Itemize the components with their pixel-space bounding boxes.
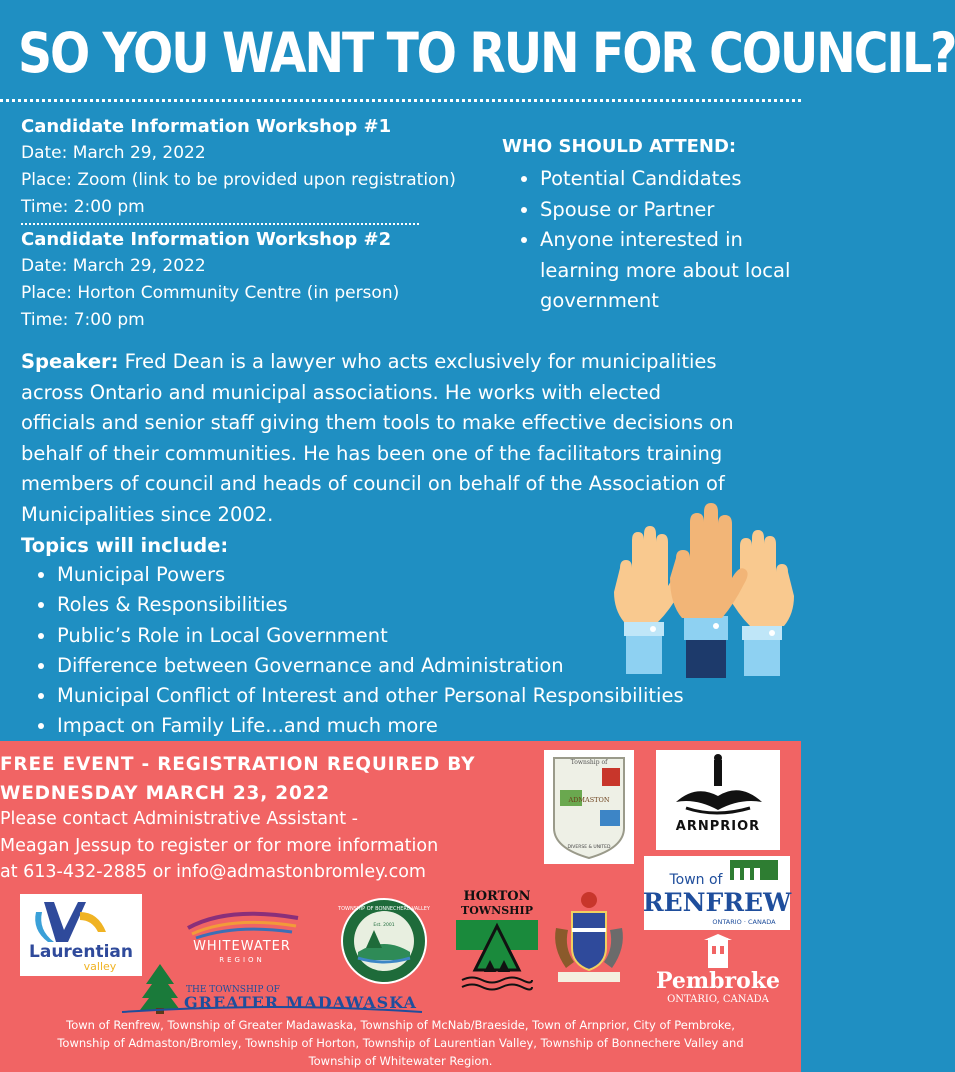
renfrew-name: RENFREW	[642, 888, 792, 917]
pembroke-logo	[652, 934, 784, 1008]
horton-township-logo	[454, 886, 540, 996]
page-title: SO YOU WANT TO RUN FOR COUNCIL?	[18, 21, 955, 85]
topic-item: • Municipal Powers	[57, 560, 684, 590]
who-should-attend	[502, 134, 792, 317]
registration-heading	[0, 750, 475, 808]
registration-line-1: FREE EVENT - REGISTRATION REQUIRED BY	[0, 754, 476, 775]
admaston-motto: DIVERSE & UNITED	[567, 845, 611, 850]
renfrew-town: Town of	[669, 872, 723, 888]
workshop-1-time: Time: 2:00 pm	[21, 197, 145, 217]
workshop-1-heading: Candidate Information Workshop #1	[21, 116, 392, 137]
greater-madawaska-logo	[122, 962, 422, 1014]
admaston-mid: ADMASTON	[568, 796, 610, 804]
bonnechere-ring: TOWNSHIP OF BONNECHERE VALLEY	[338, 906, 430, 912]
workshop-2-place: Place: Horton Community Centre (in person)	[21, 283, 400, 303]
footer-line-2: Township of Admaston/Bromley, Township of Horton, Township of Laurentian Valley, Township of Bonnechere Valley and	[57, 1036, 744, 1050]
contact-line-2: Meagan Jessup to register or for more information	[0, 835, 439, 856]
workshop-1-place: Place: Zoom (link to be provided upon registration)	[21, 170, 456, 190]
attend-item: • Spouse or Partner	[540, 195, 792, 226]
madawaska-name: GREATER MADAWASKA	[184, 993, 417, 1012]
pembroke-sub: ONTARIO, CANADA	[667, 994, 769, 1005]
speaker-label: Speaker:	[21, 350, 119, 373]
workshop-2-time: Time: 7:00 pm	[21, 310, 145, 330]
registration-line-2: WEDNESDAY MARCH 23, 2022	[0, 783, 330, 804]
attend-item: • Potential Candidates	[540, 164, 792, 195]
whitewater-sub: REGION	[219, 956, 265, 964]
whitewater-region-logo	[178, 904, 308, 966]
raised-hands-icon	[606, 498, 801, 680]
workshop-2	[21, 226, 399, 334]
arnprior-logo	[656, 750, 780, 850]
horton-line-1: HORTON	[463, 889, 531, 904]
admaston-top: Township of	[570, 759, 608, 766]
horton-line-2: TOWNSHIP	[461, 904, 533, 917]
whitewater-name: WHITEWATER	[193, 939, 291, 954]
madawaska-small: THE TOWNSHIP OF	[186, 985, 280, 995]
workshop-divider	[21, 223, 419, 225]
renfrew-logo	[644, 856, 790, 930]
workshop-1	[21, 113, 456, 221]
workshop-2-heading: Candidate Information Workshop #2	[21, 229, 392, 250]
attend-list	[502, 164, 792, 317]
topic-item: • Difference between Governance and Administration	[57, 651, 684, 681]
attend-item: • Anyone interested in learning more about local government	[540, 225, 792, 317]
participating-municipalities	[0, 1016, 801, 1070]
admaston-bromley-logo	[544, 750, 634, 864]
contact-line-1: Please contact Administrative Assistant -	[0, 809, 358, 829]
laurentian-sub: valley	[83, 960, 117, 973]
laurentian-name: Laurentian	[29, 942, 133, 962]
renfrew-sub: ONTARIO · CANADA	[712, 918, 776, 926]
footer-line-3: Township of Whitewater Region.	[308, 1054, 493, 1068]
footer-line-1: Town of Renfrew, Township of Greater Madawaska, Township of McNab/Braeside, Town of Arnprior, City of Pembroke,	[66, 1018, 735, 1032]
topic-item: • Public’s Role in Local Government	[57, 621, 684, 651]
pembroke-name: Pembroke	[655, 968, 781, 994]
workshop-2-date: Date: March 29, 2022	[21, 256, 206, 276]
title-divider	[0, 99, 801, 102]
attend-heading: WHO SHOULD ATTEND:	[502, 136, 737, 157]
contact-line-3: at 613-432-2885 or info@admastonbromley.com	[0, 862, 426, 882]
speaker-text: Fred Dean is a lawyer who acts exclusively for municipalities across Ontario and municipal associations. He works with elected officials and senior staff giving them tools to make effective decisions on behalf of their communities. He has been one of the facilitators training members of council and heads of council on behalf of the Association of Municipalities since 2002.	[21, 350, 734, 526]
registration-contact	[0, 806, 490, 886]
topic-item: • Municipal Conflict of Interest and other Personal Responsibilities	[57, 681, 684, 711]
workshop-1-date: Date: March 29, 2022	[21, 143, 206, 163]
topic-item: • Roles & Responsibilities	[57, 590, 684, 620]
coat-of-arms-logo	[548, 888, 630, 988]
topics-heading: Topics will include:	[21, 534, 229, 557]
arnprior-name: ARNPRIOR	[675, 819, 761, 834]
bonnechere-est: Est. 2001	[373, 923, 395, 928]
topic-item: • Impact on Family Life...and much more	[57, 711, 684, 741]
topics-list	[21, 560, 684, 742]
